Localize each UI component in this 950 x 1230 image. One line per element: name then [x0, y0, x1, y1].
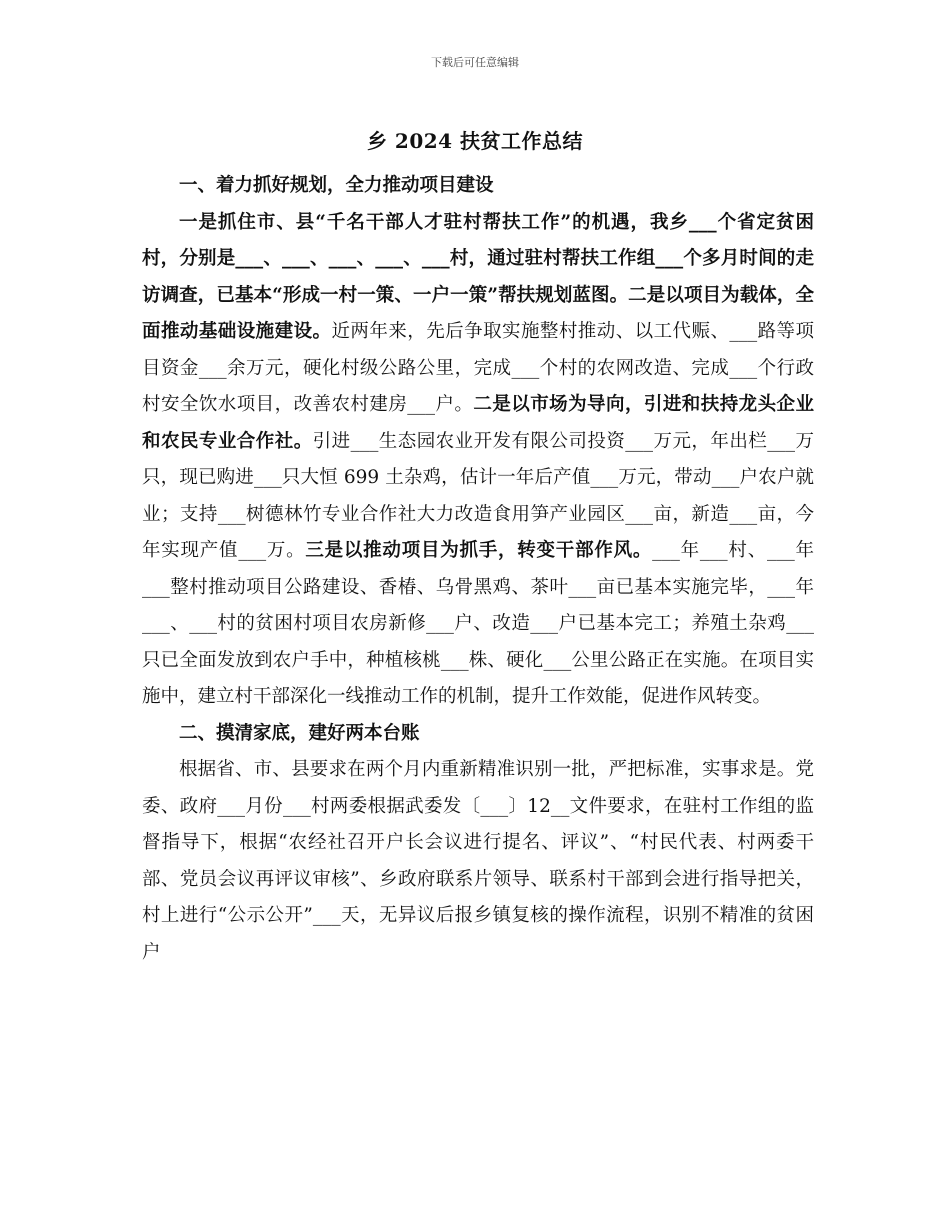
- paragraph-text-span: 引进___生态园农业开发有限公司投资___万元，年出栏___万只，现已购进___只大恒 699 土杂鸡，估计一年后产值___万元，带动___户农户就业；支持___树德林竹专业合作社大力改造食用笋产业园区___亩，新造___亩，今年实现产值___万。: [142, 430, 814, 561]
- paragraph-text-span: ___年___村、___年___整村推动项目公路建设、香椿、乌骨黑鸡、茶叶___亩已基本实施完毕，___年___、___村的贫困村项目农房新修___户、改造___户已基本完工；养殖土杂鸡___只已全面发放到农户手中，种植核桃___株、硬化___公里公路正在实施。在项目实施中，建立村干部深化一线推动工作的机制，提升工作效能，促进作风转变。: [142, 540, 814, 707]
- section-1-paragraph: [142, 205, 814, 716]
- header-note: 下载后可任意编辑: [431, 56, 519, 69]
- paragraph-text-span: 近两年来，先后争取实施整村推动、以工代赈、___路等项目资金___余万元，硬化村级公路公里，完成___个村的农网改造、完成___个行政村安全饮水项目，改善农村建房___户。: [142, 321, 814, 415]
- document-title: 乡 2024 扶贫工作总结: [366, 129, 584, 153]
- section-2-heading: 二、摸清家底，建好两本台账: [179, 722, 420, 744]
- section-1-heading: 一、着力抓好规划，全力推动项目建设: [179, 175, 494, 196]
- paragraph-bold-span: 二是以市场为导向，引进和扶持龙头企业和农民专业合作社。: [142, 394, 814, 452]
- section-2-paragraph: 根据省、市、县要求在两个月内重新精准识别一批，严把标准，实事求是。党委、政府___月份___村两委根据武委发〔___〕12__文件要求，在驻村工作组的监督指导下，根据“农经社召开户长会议进行提名、评议”、“村民代表、村两委干部、党员会议再评议审核”、乡政府联系片领导、联系村干部到会进行指导把关，村上进行“公示公开”___天，无异议后报乡镇复核的操作流程，识别不精准的贫困户: [142, 759, 814, 963]
- paragraph-bold-span: 一是抓住市、县“千名干部人才驻村帮扶工作”的机遇，我乡___个省定贫困村，分别是___、___、___、___、___村，通过驻村帮扶工作组___个多月时间的走访调查，已基本“形成一村一策、一户一策”帮扶规划蓝图。二是以项目为载体，全面推动基础设施建设。: [142, 211, 814, 342]
- document-body: [142, 168, 814, 971]
- paragraph-bold-span: 三是以推动项目为抓手，转变干部作风。: [305, 540, 653, 561]
